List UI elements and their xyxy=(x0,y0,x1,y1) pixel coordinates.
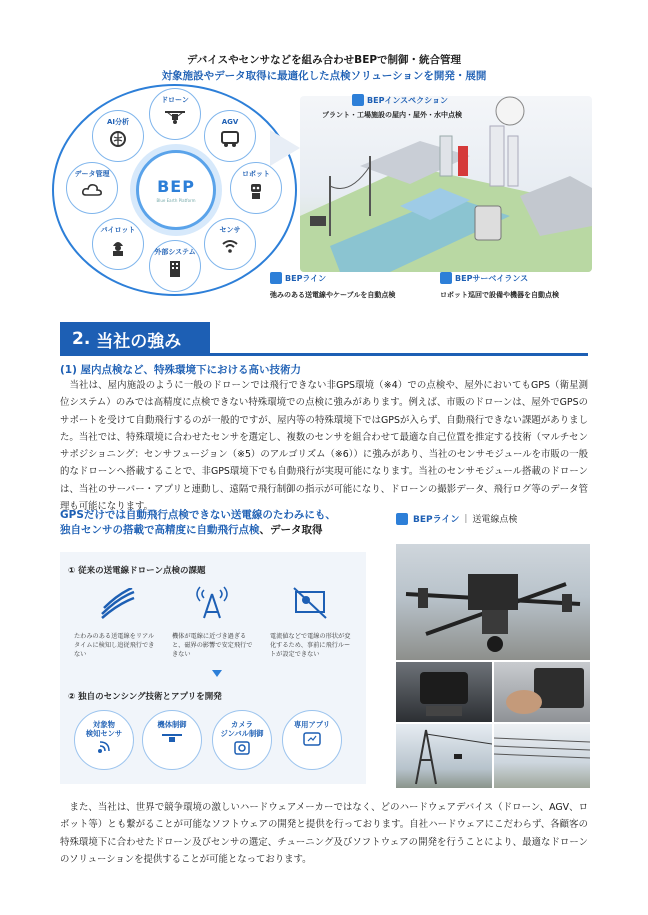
node-robot: ロボット xyxy=(230,162,282,214)
drone-graphic xyxy=(396,544,590,660)
issue-3: 電流値などで電線の形状が変化するため、事前に飛行ルートが設定できない xyxy=(270,633,351,658)
line-tag: BEPライン xyxy=(270,272,326,284)
node-ai-analysis: AI分析 xyxy=(92,110,144,162)
issue-2: 機体が電線に近づき過ぎると、磁界の影響で安定飛行できない xyxy=(172,633,253,658)
drone-photo xyxy=(396,544,590,660)
paragraph-2: また、当社は、世界で競争環境の激しいハードウェアメーカーではなく、どのハードウェアデバイス（ドローン、AGV、ロボット等）とも繋がることが可能なソフトウェアの開発と提供を行っております。自社ハードウェアにこだわらず、各顧客の特殊環境下に合わせたドローン及びセンサの選定、チューニング及びソフトウェアの開発を行うことにより、最適なドローンのソリューションを提供することが可能となっております。 xyxy=(60,802,588,865)
paragraph-1: 当社は、屋内施設のように一般のドローンでは飛行できない非GPS環境（※4）での点検や、屋外においてもGPS（衛星測位システム）のみでは高精度に点検できない特殊環境での点検に強みがあります。例えば、市販のドローンは、屋外でGPSのサポートを受けて自動飛行するのが一般的ですが、屋内等の特殊環境下ではGPSが入らず、自動飛行できない課題がありました。当社では、特殊環境に合わせたセンサを選定し、複数のセンサを組合わせて最適な自己位置を推定する技術（マルチセンサポジショニング：センサフュージョン（※5）のアルゴリズム（※6））に強みがあり、当社のセンサモジュールを市販の一般的なドローンへ搭載することで、非GPS環境下でも自動飛行が実現可能になります。当社のセンサモジュール搭載のドローンは、当社のサーバー・アプリと連動し、遠隔で飛行制御の指示が可能になり、ドローンの撮影データ、飛行ログ等のデータ管理も可能になります。 xyxy=(60,380,588,513)
surveillance-icon xyxy=(440,272,452,284)
headline-line1: デバイスやセンサなどを組み合わせBEPで制御・統合管理 xyxy=(186,54,462,66)
step1-title: ① 従来の送電線ドローン点検の課題 xyxy=(68,566,206,576)
no-route-icon xyxy=(290,586,330,620)
callout-pointer xyxy=(270,130,300,166)
bep-diagram xyxy=(52,84,297,296)
bep-line-logo-icon xyxy=(396,513,408,525)
surveillance-tag: BEPサーベイランス xyxy=(440,272,528,284)
tablet-photo xyxy=(494,662,590,722)
powerline-photo xyxy=(494,724,590,788)
sensor-module-photo xyxy=(396,662,492,722)
brain-icon xyxy=(109,130,127,148)
bep-line-icon xyxy=(270,272,282,284)
intro-line1: GPSだけでは自動飛行点検できない送電線のたわみにも、 xyxy=(60,509,336,521)
plant-scene xyxy=(300,96,592,272)
tablet-graphic xyxy=(494,662,590,722)
subheading: (1) 屋内点検など、特殊環境下における高い技術力 xyxy=(60,364,302,376)
surveillance-desc: ロボット巡回で設備や機器を自動点検 xyxy=(440,291,559,299)
robot-icon xyxy=(247,182,265,200)
bep-logo: BEP xyxy=(157,177,195,196)
headline xyxy=(0,52,648,84)
sensor-module-graphic xyxy=(396,662,492,722)
photo-header: BEPライン | 送電線点検 xyxy=(396,512,517,525)
building-icon xyxy=(168,260,182,278)
powerline-graphic xyxy=(494,724,590,788)
wifi-icon xyxy=(221,238,239,254)
inspection-icon xyxy=(352,94,364,106)
line-desc: 弛みのある送電線やケーブルを自動点検 xyxy=(270,291,396,299)
drone-small-icon xyxy=(161,732,183,746)
sensor-wave-icon xyxy=(96,741,112,755)
solution-gimbal-control: カメラ ジンバル制御 xyxy=(212,710,272,770)
intro-line2-blue: 独自センサの搭載で高精度に自動飛行点検 xyxy=(60,524,260,536)
agv-icon xyxy=(220,130,240,148)
headline-line2: 対象施設やデータ取得に最適化した点検ソリューションを開発・展開 xyxy=(161,70,487,82)
cloud-icon xyxy=(81,182,103,198)
tablet-icon xyxy=(303,732,321,746)
line-intro xyxy=(60,508,336,538)
solution-app: 専用アプリ xyxy=(282,710,342,770)
issue-1: たわみのある送電線をリアルタイムに検知し追従飛行できない xyxy=(74,633,155,658)
section-title: 2. 当社の強み xyxy=(60,322,210,356)
inspection-tag: BEPインスペクション xyxy=(352,94,448,106)
node-external-system: 外部システム xyxy=(149,240,201,292)
solution-flight-control: 機体制御 xyxy=(142,710,202,770)
industrial-illustration xyxy=(300,96,592,272)
intro-line2-black: 、データ取得 xyxy=(259,524,323,536)
drone-icon xyxy=(163,108,187,126)
node-drone: ドローン xyxy=(149,88,201,140)
bep-subtitle: Blue Earth Platform xyxy=(156,198,196,203)
signal-tower-icon xyxy=(192,586,232,620)
node-pilot: パイロット xyxy=(92,218,144,270)
arrow-down-icon xyxy=(212,670,222,677)
tower-graphic xyxy=(396,724,492,788)
camera-icon xyxy=(234,741,250,755)
node-data-management: データ管理 xyxy=(66,162,118,214)
step2-title: ② 独自のセンシング技術とアプリを開発 xyxy=(68,692,222,702)
node-agv: AGV xyxy=(204,110,256,162)
tower-photo xyxy=(396,724,492,788)
bep-center xyxy=(136,150,216,230)
sagging-wire-icon xyxy=(98,588,138,622)
pilot-icon xyxy=(109,238,127,256)
inspection-desc: プラント・工場施設の屋内・屋外・水中点検 xyxy=(322,111,462,119)
node-sensor: センサ xyxy=(204,218,256,270)
solution-object-sensor: 対象物 検知センサ xyxy=(74,710,134,770)
